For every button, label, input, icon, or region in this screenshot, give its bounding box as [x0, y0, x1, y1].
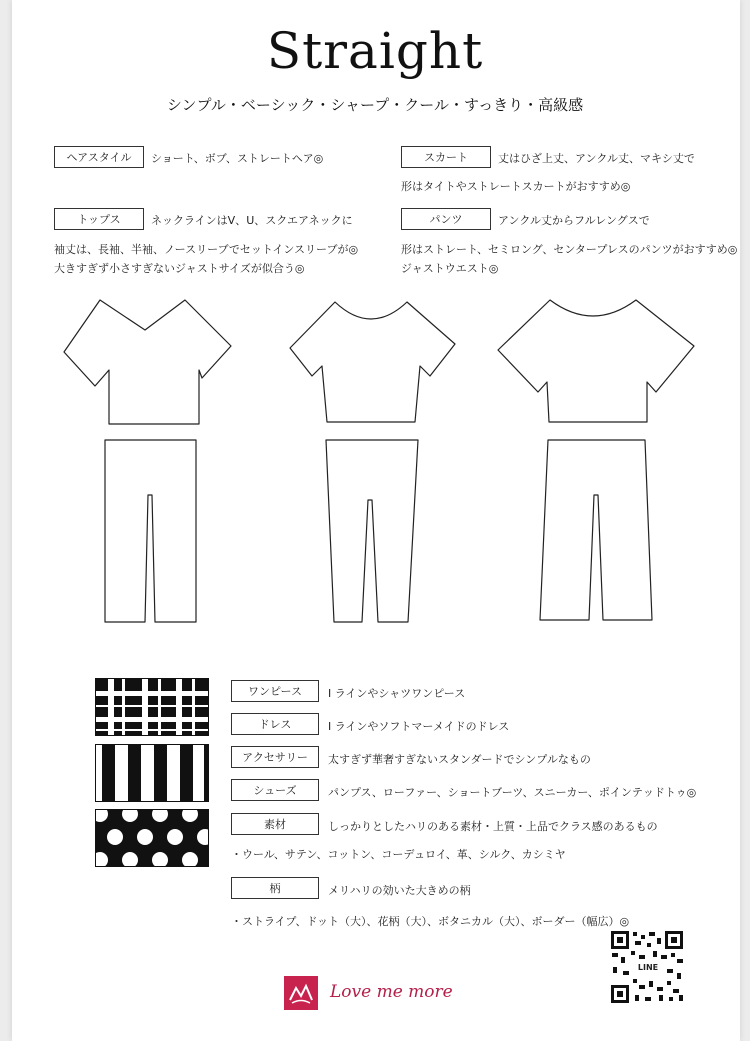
hair-label: ヘアスタイル	[54, 146, 144, 168]
page-subtitle: シンプル・ベーシック・シャープ・クール・すっきり・高級感	[166, 96, 584, 114]
straight-pants-illustration	[105, 440, 196, 622]
pants-text-2: 形はストレート、セミロング、センタープレスのパンツがおすすめ◎	[401, 243, 738, 256]
item-note-material: ・ウール、サテン、コットン、コーデュロイ、革、シルク、カシミヤ	[231, 848, 566, 861]
item-label-pattern: 柄	[231, 877, 319, 899]
tops-label: トップス	[54, 208, 144, 230]
item-label-accessory: アクセサリー	[231, 746, 319, 768]
tops-text-1: ネックラインはV、U、スクエアネックに	[151, 214, 353, 227]
stripe-pattern-swatch	[95, 744, 209, 802]
tops-text-3: 大きすぎず小さすぎないジャストサイズが似合う◎	[54, 262, 305, 275]
garment-illustrations	[0, 290, 750, 650]
item-text-material: しっかりとしたハリのある素材・上質・上品でクラス感のあるもの	[328, 820, 658, 833]
tapered-pants-illustration	[326, 440, 418, 622]
item-label-dress: ドレス	[231, 713, 319, 735]
pants-text-3: ジャストウエスト◎	[401, 262, 499, 275]
dot-pattern-swatch	[95, 809, 209, 867]
vneck-tee-illustration	[64, 300, 231, 424]
plaid-pattern-swatch	[95, 678, 209, 736]
page-title: Straight	[266, 22, 484, 80]
item-label-material: 素材	[231, 813, 319, 835]
item-text-onepiece: I ラインやシャツワンピース	[328, 687, 466, 700]
skirt-text-2: 形はタイトやストレートスカートがおすすめ◎	[401, 180, 631, 193]
brand-logo-icon	[284, 976, 318, 1010]
brand-name: Love me more	[330, 982, 453, 1002]
item-note-pattern: ・ストライプ、ドット（大）、花柄（大）、ボタニカル（大）、ボーダー（幅広）◎	[231, 915, 630, 928]
skirt-text-1: 丈はひざ上丈、アンクル丈、マキシ丈で	[498, 152, 695, 165]
tops-text-2: 袖丈は、長袖、半袖、ノースリーブでセットインスリーブが◎	[54, 243, 359, 256]
item-label-shoes: シューズ	[231, 779, 319, 801]
item-label-onepiece: ワンピース	[231, 680, 319, 702]
item-text-dress: I ラインやソフトマーメイドのドレス	[328, 720, 510, 733]
pants-text-1: アンクル丈からフルレングスで	[498, 214, 650, 227]
pants-label: パンツ	[401, 208, 491, 230]
item-text-accessory: 太すぎず華奢すぎないスタンダードでシンプルなもの	[328, 753, 591, 766]
item-text-shoes: パンプス、ローファー、ショートブーツ、スニーカー、ポインテッドトゥ◎	[328, 786, 697, 799]
wide-pants-illustration	[540, 440, 652, 620]
item-text-pattern: メリハリの効いた大きめの柄	[328, 884, 471, 897]
qr-line-label: LINE	[632, 961, 664, 974]
skirt-label: スカート	[401, 146, 491, 168]
crew-tee-illustration	[290, 302, 455, 422]
hair-text: ショート、ボブ、ストレートヘア◎	[151, 152, 324, 165]
boat-tee-illustration	[498, 300, 694, 422]
